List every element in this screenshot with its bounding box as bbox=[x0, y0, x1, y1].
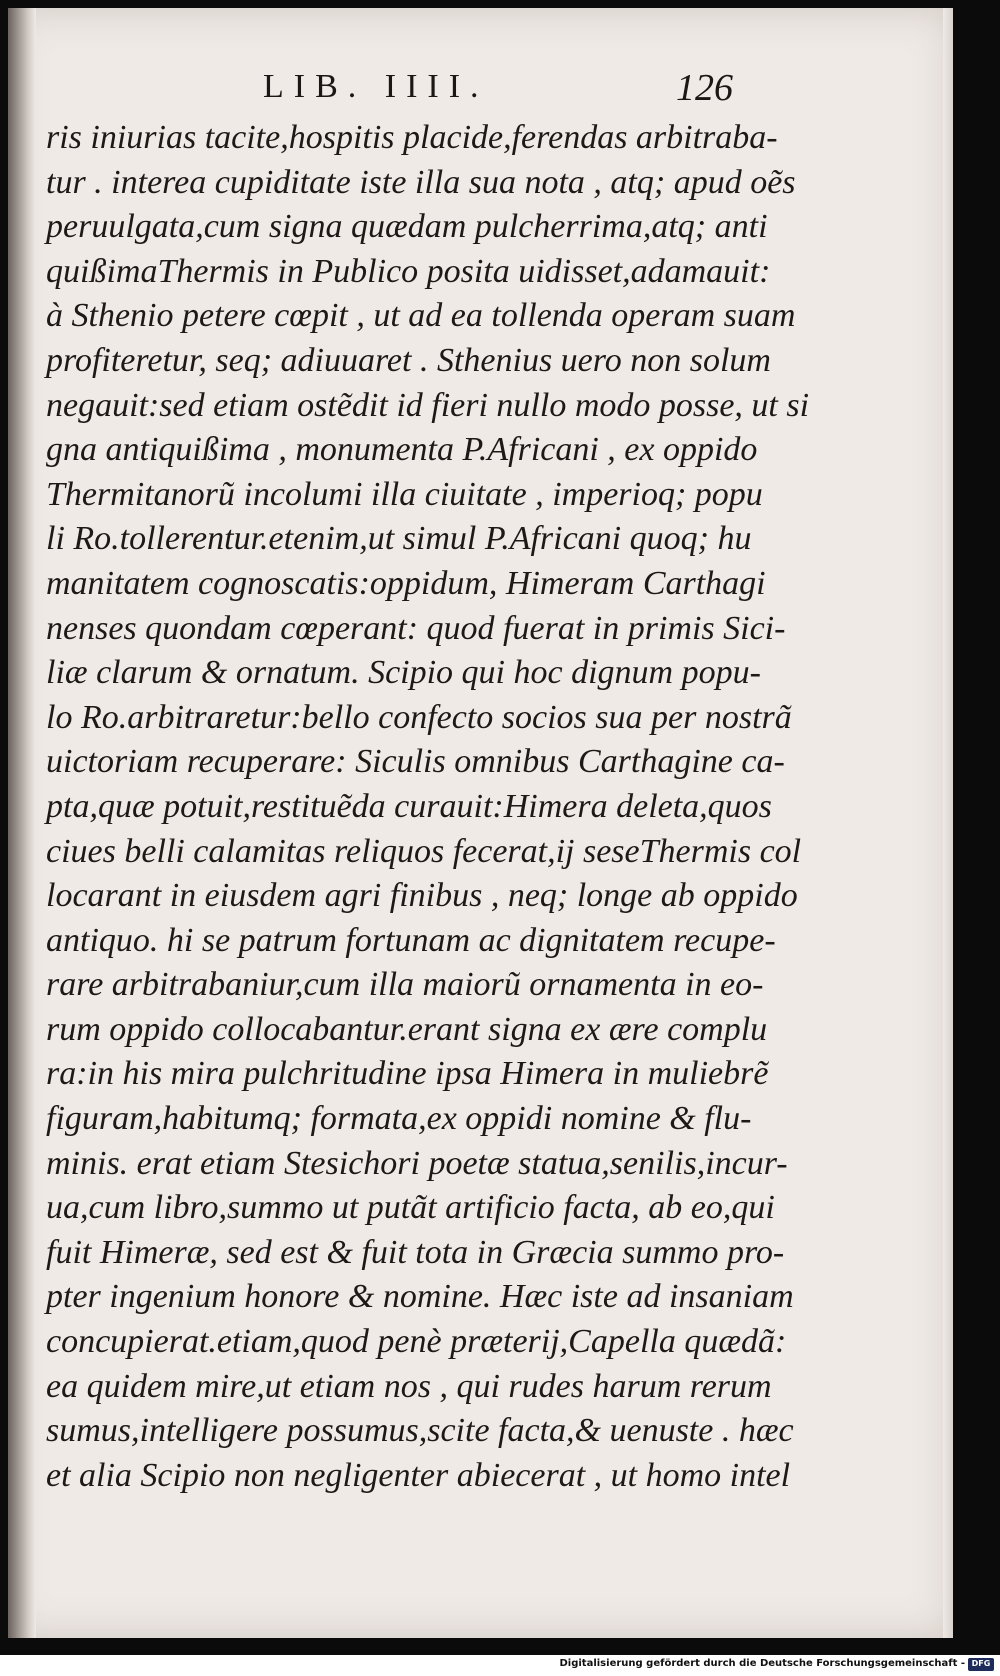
text-line: li Ro.tollerentur.etenim,ut simul P.Africani quoq; hu bbox=[46, 520, 752, 558]
text-line: concupierat.etiam,quod penè præterij,Capella quædã: bbox=[46, 1323, 787, 1361]
text-line: peruulgata,cum signa quædam pulcherrima,atq; anti bbox=[46, 208, 768, 246]
text-line: ris iniurias tacite,hospitis placide,ferendas arbitraba- bbox=[46, 119, 778, 156]
body-text bbox=[46, 116, 810, 1498]
text-line: pta,quæ potuit,restituẽda curauit:Himera deleta,quos bbox=[46, 787, 772, 825]
text-line: rare arbitrabaniur,cum illa maiorũ ornamenta in eo- bbox=[46, 966, 764, 1004]
page-edge bbox=[943, 8, 953, 1638]
text-line: antiquo. hi se patrum fortunam ac dignitatem recupe- bbox=[46, 921, 776, 959]
text-line: figuram,habitumq; formata,ex oppidi nomine & flu- bbox=[46, 1100, 752, 1138]
dfg-logo-text: DFG bbox=[971, 1659, 991, 1668]
text-line: quißimaThermis in Publico posita uidisset,adamauit: bbox=[46, 252, 771, 290]
text-line: tur . interea cupiditate iste illa sua nota , atq; apud oẽs bbox=[46, 163, 796, 201]
text-line: nenses quondam cœperant: quod fuerat in primis Sici- bbox=[46, 609, 786, 647]
text-line: Thermitanorũ incolumi illa ciuitate , imperioq; popu bbox=[46, 475, 763, 513]
text-line: à Sthenio petere cœpit , ut ad ea tollenda operam suam bbox=[46, 297, 796, 335]
page-gutter bbox=[8, 8, 36, 1638]
footer-bar bbox=[0, 1655, 1000, 1676]
text-line: liæ clarum & ornatum. Scipio qui hoc dignum popu- bbox=[46, 654, 761, 692]
text-line: ra:in his mira pulchritudine ipsa Himera in muliebrẽ bbox=[46, 1055, 769, 1093]
text-line: ciues belli calamitas reliquos fecerat,ij seseThermis col bbox=[46, 832, 802, 870]
text-line: fuit Himeræ, sed est & fuit tota in Græcia summo pro- bbox=[46, 1233, 785, 1271]
running-head: LIB. IIII. bbox=[263, 68, 489, 105]
text-line: et alia Scipio non negligenter abiecerat , ut homo intel bbox=[46, 1456, 791, 1494]
page-header bbox=[263, 68, 733, 118]
text-line: minis. erat etiam Stesichori poetæ statua,senilis,incur- bbox=[46, 1144, 788, 1182]
text-line: rum oppido collocabantur.erant signa ex ære complu bbox=[46, 1010, 768, 1048]
text-line: uictoriam recuperare: Siculis omnibus Carthagine ca- bbox=[46, 743, 785, 781]
text-line: profiteretur, seq; adiuuaret . Sthenius uero non solum bbox=[46, 341, 771, 379]
text-line: lo Ro.arbitraretur:bello confecto socios sua per nostrã bbox=[46, 698, 792, 736]
text-line: ua,cum libro,summo ut putãt artificio facta, ab eo,qui bbox=[46, 1189, 775, 1227]
text-line: gna antiquißima , monumenta P.Africani , ex oppido bbox=[46, 431, 758, 469]
text-line: sumus,intelligere possumus,scite facta,& uenuste . hæc bbox=[46, 1412, 794, 1450]
funding-credit: Digitalisierung gefördert durch die Deutsche Forschungsgemeinschaft - bbox=[559, 1658, 965, 1669]
book-page bbox=[8, 8, 953, 1638]
text-line: locarant in eiusdem agri finibus , neq; longe ab oppido bbox=[46, 877, 798, 915]
text-line: pter ingenium honore & nomine. Hæc iste ad insaniam bbox=[46, 1278, 794, 1316]
text-line: manitatem cognoscatis:oppidum, Himeram Carthagi bbox=[46, 564, 766, 602]
page-number: 126 bbox=[676, 67, 733, 109]
text-line: ea quidem mire,ut etiam nos , qui rudes harum rerum bbox=[46, 1367, 772, 1405]
text-line: negauit:sed etiam ostẽdit id fieri nullo modo posse, ut si bbox=[46, 386, 810, 424]
dfg-logo-icon bbox=[968, 1658, 994, 1671]
